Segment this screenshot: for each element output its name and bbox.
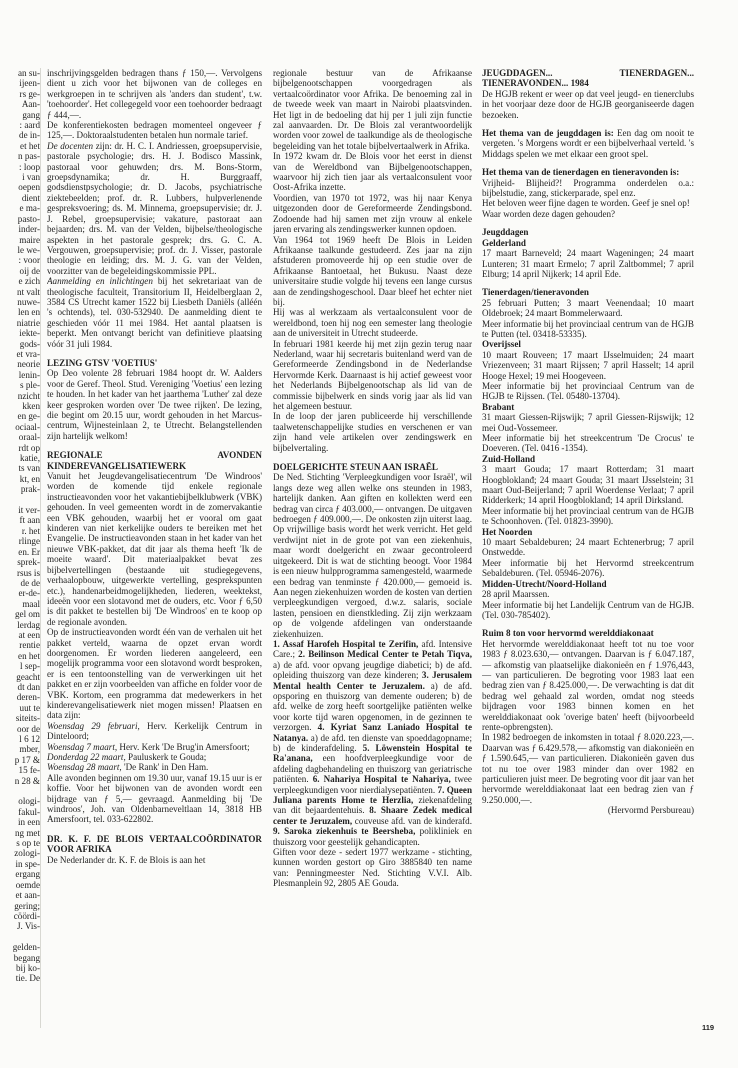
margin-fragment: J. Vis- — [16, 921, 40, 932]
paragraph: Het hervormde werelddiakonaat heeft tot nu toe voor 1983 ƒ 8.023.630,— ontvangen. Daarvan is ƒ 6.047.187,— afkomstig van plaatselijke diakonieën en ƒ 1.976,443,— van particulieren. De begroting voor 1983 laat een bedrag zien van ƒ 8.425.000,—. De verwachting is dat dit bedrag wel gehaald zal worden, omdat nog steeds bijdragen voor 1983 binnen komen en het werelddiakonaat ook 'overige baten' heeft (bijvoorbeeld rente-opbrengsten). — [482, 638, 694, 732]
margin-fragment: oraal- — [18, 432, 40, 443]
margin-fragment: fakul- — [18, 806, 40, 817]
date-item: Donderdag 22 maart, Pauluskerk te Gouda; — [47, 752, 207, 762]
margin-fragment: ijeen- — [19, 78, 40, 89]
paragraph: regionale bestuur van de Afrikaanse bijbelgenootschappen voorgedragen als vertaalcoördinator voor Afrika. De benoeming zal in de tweede week van maart in Nairobi plaatsvinden. Het ligt in de bedoeling dat hij per 1 juli zijn functie zal aanvaarden. Dr. De Blois zal verantwoordelijk worden voor zowel de taalkundige als de theologische begeleiding van het totale bijbelvertaalwerk in Afrika. — [273, 68, 472, 151]
margin-fragment: sprek- — [17, 557, 40, 568]
paragraph: In 1982 bedroegen de inkomsten in totaal ƒ 8.020.223,—. Daarvan was ƒ 6.429.578,— afkomstig van diakonieën en ƒ 1.590.645,— van particulieren. Diakonieën gaven dus tot nu toe over 1983 minder dan over 1982 en particulieren juist meer. De begroting voor dit jaar van het hervormde werelddiakonaat laat een bedrag zien van ƒ 9.250.000,—. — [482, 732, 694, 805]
paragraph: 3 maart Gouda; 17 maart Rotterdam; 31 maart Hoogbloklanđ; 24 maart Gouda; 31 maart IJsselstein; 31 maart Oud-Beijerland; 7 april Woerdense Verlaat; 7 april Ridderkerk; 14 april Hoogbloklanđ; 14 april Dirksland. — [482, 464, 694, 506]
margin-fragment: begang — [13, 952, 40, 963]
margin-fragment: maire — [19, 234, 40, 245]
section-heading: DOELGERICHTE STEUN AAN ISRAËL — [273, 462, 438, 473]
paragraph: Meer informatie bij het Hervormd streekcentrum Sebaldeburen. (Tel. 05946-2076). — [482, 557, 694, 579]
margin-fragment: kt, en — [19, 473, 40, 484]
margin-fragment — [0, 786, 40, 796]
section-heading: Ruim 8 ton voor hervormd werelddiakonaat — [482, 628, 654, 639]
paragraph: In februari 1981 keerde hij met zijn gezin terug naar Nederland, waar hij secretaris buitenland werd van de Gereformeerde Zendingsbond in de Nederlandse Hervormde Kerk. Daarnaast is hij actief geweest voor het Nederlands Bijbelgenootschap als lid van de commissie bijbelwerk en sinds vorig jaar als lid van het algemeen bestuur. — [273, 338, 472, 411]
margin-fragment: p 17 & — [14, 754, 40, 765]
column-divider — [40, 68, 41, 1028]
margin-fragment: kken — [22, 401, 40, 411]
paragraph: Hij was al werkzaam als vertaalconsulent voor de wereldbond, toen hij nog een semester lang theologie aan de universiteit in Utrecht studeerde. — [273, 307, 472, 339]
margin-fragment: oij de — [19, 265, 40, 276]
margin-fragment: er-de- — [18, 588, 40, 599]
page-number: 119 — [702, 1023, 715, 1032]
byline: (Hervormd Persbureau) — [607, 805, 694, 816]
paragraph: Vanuit het Jeugdevangelisatiecentrum 'De Windroos' worden de komende tijd enkele regionale instructieavonden voor het vakantiebijbelklubwerk (VBK) gehouden. In veel gemeenten wordt in de zomervakantie een VBK gehouden, waarbij het er vooral om gaat kinderen van niet kerkelijke ouders te bereiken met het Evangelie. De instructieavonden staan in het kader van het nieuwe VBK-pakket, dat dit jaar als thema heeft 'Ik de moeite waard'. Dit materiaalpakket bevat zes bijbelvertellingen (bestaande uit studiegegevens, verhaalopbouw, uitgewerkte vertelling, gesprekspunten etc.), handenarbeidmogelijkheden, liederen, weektekst, ideeën voor een slotavond met de ouders, etc. Voor ƒ 6,50 is dit pakket te bestellen bij 'De Windroos' en te koop op de regionale avonden. — [47, 471, 262, 627]
margin-fragment: Aan- — [21, 99, 40, 110]
margin-fragment: ft aan — [19, 515, 40, 526]
margin-fragment: rs ge- — [19, 88, 40, 99]
margin-fragment: at een — [18, 629, 40, 640]
subheading: Tienerdagen/tieneravonden — [482, 287, 589, 298]
paragraph: 31 maart Giessen-Rijswijk; 7 april Giessen-Rijswijk; 12 mei Oud-Vossemeer. — [482, 412, 694, 433]
left-margin-fragments — [0, 68, 40, 984]
margin-fragment: gods- — [19, 338, 40, 349]
paragraph: inschrijvingsgelden bedragen thans ƒ 150,—. Vervolgens dient u zich voor het bijwonen van de colleges en werkgroepen in te schrijven als 'anders dan student', t.w. 'toehoorder'. Het collegegeld voor een toehoorder bedraagt ƒ 444,—. — [47, 68, 262, 120]
region-heading: Overijssel — [482, 339, 521, 350]
paragraph: Het beloven weer fijne dagen te worden. Geef je snel op! — [482, 198, 690, 209]
margin-fragment: lenin- — [18, 369, 40, 380]
paragraph: Vrijheid- Blijheid?! Programma onderdelen o.a.: bijbelstudie, zang, stickerparade, spel enz. — [482, 177, 694, 199]
margin-fragment: oor de — [17, 723, 40, 734]
margin-fragment: dient — [21, 192, 40, 203]
margin-fragment: geacht — [16, 671, 40, 682]
section-heading: JEUGDDAGEN... TIENERDAGEN... TIENERAVONDEN... 1984 — [482, 68, 694, 89]
paragraph: Meer informatie bij het provinciaal centrum van de HGJB te Schoonhoven. (Tel. 01823-3990). — [482, 505, 694, 527]
margin-fragment: rlinge — [18, 536, 40, 547]
margin-fragment: de de — [20, 577, 40, 588]
margin-fragment: en ge- — [17, 411, 40, 422]
paragraph: Alle avonden beginnen om 19.30 uur, vanaf 19.15 uur is er koffie. Voor het bijwonen van de avonden wordt een bijdrage van ƒ 5,— gevraagd. Aanmelding bij 'De windroos', Joh. van Oldenbarneveltlaan 14, 3818 HB Amersfoort, tel. 033-622802. — [47, 772, 262, 825]
margin-fragment: mber, — [19, 744, 40, 755]
region-heading: Gelderland — [482, 237, 526, 248]
margin-fragment: en. Er — [18, 546, 40, 557]
margin-fragment: zologi- — [14, 848, 40, 859]
margin-fragment: e ma- — [19, 203, 40, 214]
margin-fragment: an su- — [18, 68, 40, 78]
margin-fragment: l 6 12 — [19, 734, 40, 744]
margin-fragment: l sep- — [20, 661, 40, 672]
margin-fragment: inder- — [18, 224, 40, 235]
margin-fragment: : voor — [18, 255, 40, 266]
margin-fragment: r. het — [21, 525, 40, 536]
margin-fragment: rentie — [19, 640, 40, 651]
margin-fragment: n pas- — [18, 151, 40, 162]
section-heading: DR. K. F. DE BLOIS VERTAALCOÖRDINATOR VOOR AFRIKA — [47, 833, 262, 855]
paragraph: In de loop der jaren publiceerde hij verschillende taalwetenschappelijke studies en verschenen er van zijn hand vele artikelen over zendingswerk en bijbelvertaling. — [273, 411, 472, 453]
margin-fragment: cöördi- — [13, 910, 40, 921]
subheading: Het thema van de tienerdagen en tieneravonden is: — [482, 167, 680, 178]
region-heading: Brabant — [482, 401, 515, 412]
margin-fragment: gel om — [14, 609, 40, 620]
section-heading: LEZING GTSV 'VOETIUS' — [47, 357, 158, 368]
margin-fragment: de in- — [19, 130, 40, 141]
paragraph: Meer informatie bij het streekcentrum 'De Crocus' te Doeveren. (Tel. 0416 -1354). — [482, 433, 694, 454]
margin-fragment: deren- — [16, 692, 40, 703]
margin-fragment: len en — [18, 307, 40, 318]
paragraph: Meer informatie bij het provinciaal centrum van de HGJB te Putten (tel. 03418-53335). — [482, 318, 694, 339]
margin-fragment: rdt op — [18, 442, 40, 453]
paragraph: In 1972 kwam dr. De Blois voor het eerst in dienst van de Wereldbond van Bijbelgenootschappen, waarvoor hij zich tien jaar als vertaalconsulent voor Oost-Afrika inzette. — [273, 151, 472, 193]
margin-fragment: neorie — [17, 359, 40, 370]
margin-fragment — [0, 495, 40, 505]
date-item: Woensdag 29 februari, Herv. Kerkelijk Centrum in Dinteloord; — [47, 720, 262, 742]
margin-fragment: : aard — [19, 120, 40, 131]
paragraph: Waar worden deze dagen gehouden? — [482, 208, 616, 219]
paragraph: 28 april Maarssen. — [482, 589, 550, 600]
paragraph: De Ned. Stichting 'Verpleegkundigen voor Israël', wil langs deze weg allen welke ons steunden in 1983, hartelijk danken. Aan giften en kollekten werd een bedrag van circa ƒ 403.000,— ontvangen. De uitgaven bedroegen ƒ 409.000,—. De onkosten zijn uiterst laag. Op vrijwillige basis wordt het werk verricht. Het geld verdwijnt niet in de grote pot van een ziekenhuis, maar wordt doelgericht en zwaar gecontroleerd uitgekeerd. Dit is wat de stichting beoogt. Voor 1984 is een nieuw hulpprogramma samengesteld, waarmede een bedrag van tenminste ƒ 420.000,— gemoeid is. Aan negen ziekenhuizen worden de kosten van dertien verpleegkundigen vergoed, d.w.z. salaris, sociale lasten, pensioen en dienstkleding. Zij zijn werkzaam op de volgende afdelingen van onderstaande ziekenhuizen. — [273, 472, 472, 639]
margin-fragment: tie. De — [15, 973, 40, 984]
margin-fragment: siteits- — [15, 713, 40, 724]
margin-fragment: e zich — [18, 276, 40, 287]
paragraph: Giften voor deze - sedert 1977 werkzame - stichting, kunnen worden gestort op Giro 3885840 ten name van: Penningmeester Ned. Stichting V.V.I. Alb. Plesmanplein 92, 2805 AE Gouda. — [273, 847, 472, 889]
margin-fragment: in een — [18, 817, 40, 828]
margin-fragment: i van — [22, 172, 40, 183]
margin-fragment: n 28 & — [14, 775, 40, 786]
date-item: Woensdag 28 maart, 'De Rank' in Den Ham. — [47, 762, 209, 773]
paragraph: 25 februari Putten; 3 maart Veenendaal; 10 maart Oldebroek; 24 maart Bommelerwaard. — [482, 297, 694, 319]
section-heading: REGIONALE AVONDEN KINDEREVANGELISATIEWERK — [47, 450, 262, 471]
paragraph: De Nederlander dr. K. F. de Blois is aan het — [47, 854, 206, 865]
margin-fragment: maal — [22, 598, 40, 609]
subheading: Jeugddagen — [482, 227, 529, 238]
margin-fragment: bij ko- — [16, 962, 40, 973]
margin-fragment: nt valt — [17, 286, 40, 297]
margin-fragment: s op te — [16, 838, 40, 849]
paragraph: Aanmelding en inlichtingen bij het sekretariaat van de theologische faculteit, Transitorium II, Heidelberglaan 2, 3584 CS Utrecht kamer 1522 bij Liesbeth Daniëls (alléén 's ochtends), tel. 030-532940. De aanmelding dient te geschieden vóór 11 mei 1984. Het aantal plaatsen is beperkt. Men ontvangt bericht van definitieve plaatsing vóór 31 juli 1984. — [47, 276, 262, 349]
column-2 — [273, 68, 472, 889]
paragraph: 10 maart Rouveen; 17 maart IJsselmuiden; 24 maart Vriezenveen; 31 maart Rijssen; 7 april Hasselt; 14 april Hooge Hexel; 19 mei Hoogeveen. — [482, 349, 694, 381]
paragraph: Meer informatie bij het Landelijk Centrum van de HGJB. (Tel. 030-785402). — [482, 599, 694, 620]
margin-fragment: gering; — [14, 900, 40, 911]
paragraph: Op Deo volente 28 februari 1984 hoopt dr. W. Aalders voor de Geref. Theol. Stud. Vereniging 'Voetius' een lezing te houden. In het kader van het jaarthema 'Luther' zal deze keer gesproken worden over 'De twee rijken'. De lezing, die begint om 20.15 uur, wordt gehouden in het Marcus-centrum, Wijnesteinlaan 2, te Utrecht. Belangstellenden zijn hartelijk welkom! — [47, 368, 262, 441]
margin-fragment: oemde — [15, 879, 40, 890]
hospital-list: 1. Assaf Harofeh Hospital te Zerifin, afd. Intensive Care.; 2. Beilinson Medical Center te Petah Tiqva, a) de afd. voor opvang jeugdige diabetici; b) de afd. opleiding thuiszorg van deze kinderen; 3. Jerusalem Mental health Center te Jeruzalem. a) de afd. opsporing en thuiszorg van demente ouderen; b) de afd. welke de zorg heeft soortgelijke patiënten welke voor korte tijd waren opgenomen, in de gezinnen te verzorgen. 4. Kyriat Sanz Laniado Hospital te Natanya. a) de afd. ten dienste van spoeddagopname; b) de kinderafdeling. 5. Löwenstein Hospital te Ra'anana, een hoofdverpleegkundige voor de afdeling dagbehandeling en thuiszorg van geriatrische patiënten. 6. Nahariya Hospital te Nahariya, twee verpleegkundigen voor nierdialysepatiënten. 7. Queen Juliana parents Home te Herzlia, ziekenafdeling van dit bejaardentehuis. 8. Shaare Zedek medical center te Jeruzalem, couveuse afd. van de kinderafd. 9. Saroka ziekenhuis te Beersheba, polikliniek en thuiszorg voor geestelijk gehandicapten. — [273, 638, 472, 847]
margin-fragment: oepen — [18, 182, 40, 193]
margin-fragment: en het — [18, 650, 40, 661]
margin-fragment: rsus is — [17, 567, 40, 578]
margin-fragment: et het — [20, 140, 40, 151]
margin-fragment: ergang — [15, 869, 40, 880]
margin-fragment: gang — [22, 109, 40, 120]
margin-fragment — [0, 932, 40, 942]
margin-fragment: uut te — [19, 702, 40, 713]
margin-fragment: ng met — [14, 827, 40, 838]
margin-fragment: dt dan — [17, 681, 40, 692]
region-heading: Het Noorden — [482, 526, 533, 537]
margin-fragment: le we- — [17, 244, 40, 255]
paragraph: Het thema van de jeugddagen is: Een dag om nooit te vergeten. 's Morgens wordt er een bijbelverhaal verteld. 's Middags spelen we met elkaar een groot spel. — [482, 128, 694, 159]
margin-fragment: ologi- — [18, 796, 40, 807]
paragraph: Van 1964 tot 1969 heeft De Blois in Leiden Afrikaanse taalkunde gestudeerd. Zes jaar na zijn afstuderen promoveerde hij op een studie over de Afrikaanse Bantoetaal, het Bukusu. Naast deze universitaire studie volgde hij tevens een lange cursus aan de zendingshogeschool. Daar bleef het echter niet bij. — [273, 234, 472, 307]
margin-fragment: et aan- — [15, 890, 40, 901]
margin-fragment: niatrie — [16, 317, 40, 328]
paragraph: De HGJB rekent er weer op dat veel jeugd- en tienerclubs in het voorjaar deze door de HGJB georganiseerde dagen bezoeken. — [482, 88, 694, 120]
column-3 — [482, 68, 694, 816]
paragraph: 10 maart Sebaldeburen; 24 maart Echtenerbrug; 7 april Onstwedde. — [482, 537, 694, 558]
paragraph: Op de instructieavonden wordt één van de verhalen uit het pakket verteld, waarna de opzet ervan wordt doorgenomen. Er worden liederen aangeleerd, een mogelijk programma voor een slotavond wordt besproken, er is een tentoonstelling van de verwerkingen uit het pakket en er zijn voorbeelden van affiche en folder voor de VBK. Kortom, een programma dat medewerkers in het kinderevangelisatiewerk niet mogen missen! Plaatsen en data zijn: — [47, 627, 262, 721]
margin-fragment: it ver- — [18, 505, 40, 516]
margin-fragment: ociaal- — [15, 421, 40, 432]
margin-fragment: : loop — [19, 161, 40, 172]
margin-fragment: s ple- — [20, 380, 40, 391]
margin-fragment: katie, — [20, 453, 40, 464]
margin-fragment: nzicht — [17, 390, 40, 401]
region-heading: Zuid-Holland — [482, 453, 536, 464]
margin-fragment: 15 fe- — [18, 765, 40, 776]
margin-fragment: et vra- — [16, 348, 40, 359]
margin-fragment: iekte- — [19, 328, 40, 339]
paragraph: De docenten zijn: dr. H. C. I. Andriessen, groepsupervisie, pastorale psychologie; drs. H. J. Bodisco Massink, pastoraal voor gehuwden; drs. M. Bons-Storm, groepsdynamika; dr. H. Burggraaff, godsdienstpsychologie; dr. D. Jacobs, psychiatrische ziektebeelden; prof. dr. R. Lubbers, hulpverlenende gespreksvoering; ds. M. Minnema, groepsupervisie; dr. J. J. Rebel, groepsupervisie; vakature, pastoraat aan bejaarden; drs. M. van der Velden, bijbelse/theologische aspekten in het pastorale gesprek; drs. G. C. A. Vergouwen, groepsupervisie; prof. dr. J. Visser, pastorale theologie en leiding; drs. M. J. G. van der Velden, voorzitter van de begeleidingskommissie PPL. — [47, 140, 262, 276]
paragraph: 17 maart Barneveld; 24 maart Wageningen; 24 maart Lunteren; 31 maart Ermelo; 7 april Zaltbommel; 7 april Elburg; 14 april Nijkerk; 14 april Ede. — [482, 248, 694, 279]
column-1 — [47, 68, 262, 865]
region-heading: Midden-Utrecht/Noord-Holland — [482, 578, 607, 589]
margin-fragment: gelden- — [12, 942, 40, 953]
margin-fragment: in spe- — [15, 858, 40, 869]
margin-fragment: ts van — [18, 463, 40, 474]
margin-fragment: lerdag — [17, 619, 40, 630]
margin-fragment: pasto- — [17, 213, 40, 224]
paragraph: Meer informatie bij het provinciaal Centrum van de HGJB te Rijssen. (Tel. 05480-13704). — [482, 380, 694, 402]
margin-fragment: nuwe- — [17, 296, 40, 307]
date-item: Woensdag 7 maart, Herv. Kerk 'De Brug'in Amersfoort; — [47, 741, 250, 752]
paragraph: Voordien, van 1970 tot 1972, was hij naar Kenya uitgezonden door de Gereformeerde Zendingsbond. Zodoende had hij samen met zijn vrouw al enkele jaren ervaring als zendingswerker kunnen opdoen. — [273, 192, 472, 235]
margin-fragment: prak- — [20, 484, 40, 495]
paragraph: De konferentiekosten bedragen momenteel ongeveer ƒ 125,—. Doktoraalstudenten betalen hun normale tarief. — [47, 120, 262, 141]
